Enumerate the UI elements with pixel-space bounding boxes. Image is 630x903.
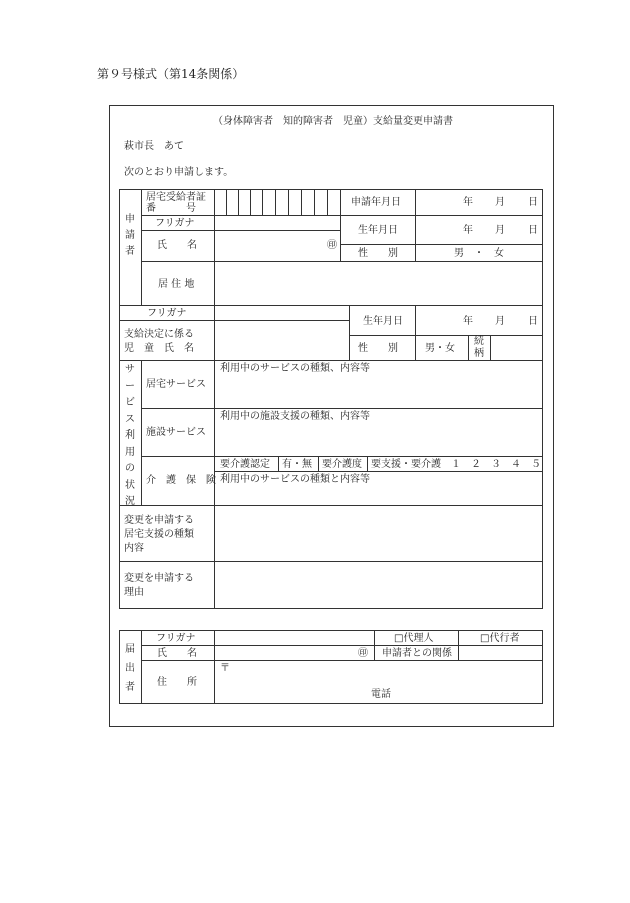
relation-to-applicant-label: 申請者との関係 [382, 648, 452, 659]
applicant-gender-options: 男 ・ 女 [454, 248, 504, 259]
cert-no-label-2: 番 号 [146, 203, 196, 214]
care-degree-value: 要支援・要介護 １ ２ ３ ４ ５ [371, 459, 541, 470]
submitter-address-label: 住 所 [157, 677, 197, 688]
care-cert-value: 有・無 [282, 459, 312, 470]
child-label-1: 支給決定に係る [124, 329, 194, 340]
seal-mark: ㊞ [327, 240, 337, 251]
child-birth-month: 月 [495, 316, 505, 327]
child-birth-year: 年 [463, 316, 473, 327]
cert-no-label: 居宅受給者証 [146, 192, 206, 203]
birth-day: 日 [528, 225, 538, 236]
birth-year: 年 [463, 225, 473, 236]
apply-month: 月 [495, 197, 505, 208]
service-section-label: サービス利用の状況 [125, 364, 135, 507]
apply-date-label: 申請年月日 [351, 197, 401, 208]
form-title: （身体障害者 知的障害者 児童）支給量変更申請書 [213, 116, 453, 127]
phone-label: 電話 [371, 689, 391, 700]
address-label: 居 住 地 [158, 279, 195, 290]
child-birth-day: 日 [528, 316, 538, 327]
apply-day: 日 [528, 197, 538, 208]
child-gender-options: 男・女 [425, 343, 455, 354]
postal-mark: 〒 [220, 663, 230, 674]
child-label-2: 児 童 氏 名 [124, 343, 194, 354]
submitter-section-label: 届出者 [125, 644, 135, 693]
change-reason-label-1: 変更を申請する [124, 573, 194, 584]
applicant-section-label: 申請者 [125, 214, 135, 257]
care-insurance-label: 介 護 保 険 [146, 475, 216, 486]
care-degree-label: 要介護度 [322, 459, 362, 470]
change-type-label-3: 内容 [124, 543, 144, 554]
apply-year: 年 [463, 197, 473, 208]
agent-checkbox[interactable]: □代理人 [394, 633, 434, 644]
birth-month: 月 [495, 225, 505, 236]
submitter-name-label: 氏 名 [157, 648, 197, 659]
applicant-birth-label: 生年月日 [358, 225, 398, 236]
intro-text: 次のとおり申請します。 [124, 167, 234, 178]
change-type-label-2: 居宅支援の種類 [124, 529, 194, 540]
facility-service-note: 利用中の施設支援の種類、内容等 [220, 411, 370, 422]
submitter-furigana-label: フリガナ [156, 633, 196, 644]
relation-label: 続柄 [474, 336, 484, 359]
applicant-furigana-label: フリガナ [155, 218, 195, 229]
child-furigana-label: フリガナ [147, 308, 187, 319]
facility-service-label: 施設サービス [146, 427, 206, 438]
home-service-note: 利用中のサービスの種類、内容等 [220, 363, 370, 374]
applicant-gender-label: 性 別 [358, 248, 398, 259]
change-type-label-1: 変更を申請する [124, 515, 194, 526]
child-birth-label: 生年月日 [363, 316, 403, 327]
care-service-note: 利用中のサービスの種類と内容等 [220, 474, 370, 485]
care-cert-label: 要介護認定 [220, 459, 270, 470]
home-service-label: 居宅サービス [146, 379, 206, 390]
form-number: 第９号様式（第14条関係） [97, 67, 245, 81]
applicant-name-label: 氏 名 [157, 240, 197, 251]
child-gender-label: 性 別 [358, 343, 398, 354]
addressee: 萩市長 あて [124, 141, 184, 152]
change-reason-label-2: 理由 [124, 587, 144, 598]
submitter-seal: ㊞ [358, 648, 368, 659]
proxy-checkbox[interactable]: □代行者 [480, 633, 520, 644]
